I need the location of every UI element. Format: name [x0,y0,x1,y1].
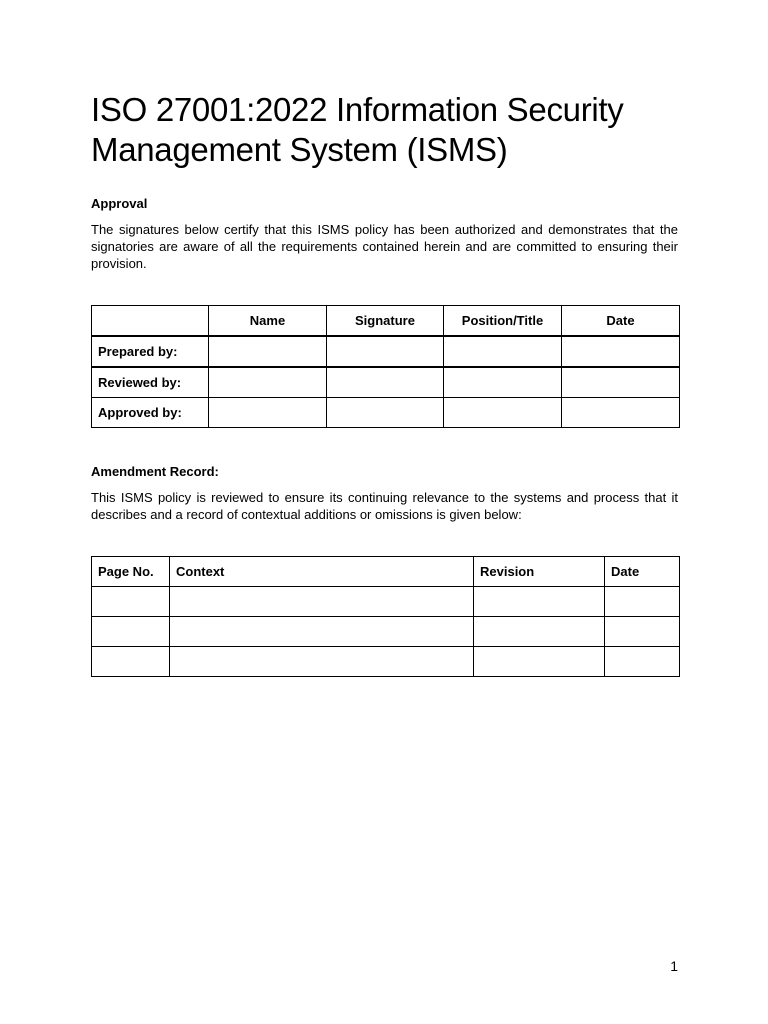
amendment-page-cell [92,647,170,677]
amendment-table [91,556,680,677]
amendment-header-row [92,557,680,587]
approval-header-name: Name [209,306,327,337]
amendment-page-cell [92,617,170,647]
approval-row-approved [92,398,680,428]
approval-table [91,305,680,428]
amendment-date-cell [605,647,680,677]
reviewed-date-cell [562,367,680,398]
prepared-name-cell [209,336,327,367]
prepared-position-cell [444,336,562,367]
approval-header-blank [92,306,209,337]
reviewed-position-cell [444,367,562,398]
amendment-date-cell [605,617,680,647]
approval-header-date: Date [562,306,680,337]
reviewed-name-cell [209,367,327,398]
prepared-date-cell [562,336,680,367]
approved-date-cell [562,398,680,428]
amendment-header-date: Date [605,557,680,587]
amendment-revision-cell [474,617,605,647]
amendment-row [92,617,680,647]
amendment-row [92,647,680,677]
amendment-row [92,587,680,617]
approval-header-position: Position/Title [444,306,562,337]
approval-row-reviewed [92,367,680,398]
approval-header-signature: Signature [327,306,444,337]
prepared-signature-cell [327,336,444,367]
reviewed-signature-cell [327,367,444,398]
amendment-context-cell [170,587,474,617]
approval-heading: Approval [91,196,148,211]
document-title: ISO 27001:2022 Information Security Management System (ISMS) [91,91,624,168]
amendment-revision-cell [474,587,605,617]
amendment-context-cell [170,647,474,677]
reviewed-by-label: Reviewed by: [92,367,209,398]
amendment-header-revision: Revision [474,557,605,587]
approval-paragraph: The signatures below certify that this ISMS policy has been authorized and demonstrates that the signatories are aware of all the requirements contained herein and are committed to ensuring their provision. [91,222,678,271]
approval-row-prepared [92,336,680,367]
approved-name-cell [209,398,327,428]
amendment-header-context: Context [170,557,474,587]
prepared-by-label: Prepared by: [92,336,209,367]
amendment-header-page: Page No. [92,557,170,587]
approved-signature-cell [327,398,444,428]
amendment-context-cell [170,617,474,647]
amendment-date-cell [605,587,680,617]
amendment-paragraph: This ISMS policy is reviewed to ensure its continuing relevance to the systems and process that it describes and a record of contextual additions or omissions is given below: [91,490,678,522]
document-page [91,90,678,677]
page-number: 1 [670,958,678,974]
approval-header-row [92,306,680,337]
approved-by-label: Approved by: [92,398,209,428]
approved-position-cell [444,398,562,428]
amendment-page-cell [92,587,170,617]
amendment-revision-cell [474,647,605,677]
amendment-heading: Amendment Record: [91,464,219,479]
